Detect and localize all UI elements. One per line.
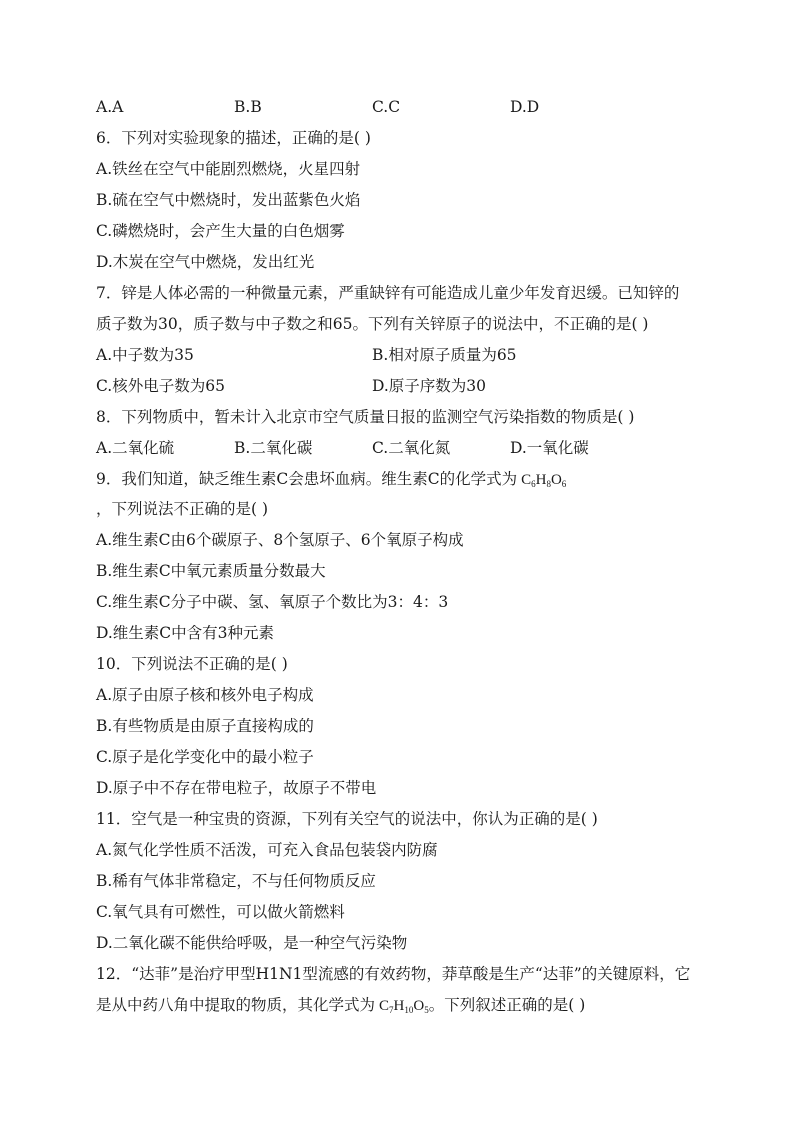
q9-option-d: D.维生素C中含有3种元素 (96, 624, 275, 642)
q8-option-c: C.二氧化氮 (372, 439, 451, 457)
q10-option-c: C.原子是化学变化中的最小粒子 (96, 748, 314, 766)
q11-option-a: A.氮气化学性质不活泼，可充入食品包装袋内防腐 (96, 841, 438, 859)
q12-stem-line1: 12．“达菲”是治疗甲型H1N1型流感的有效药物，莽草酸是生产“达菲”的关键原料，它 (96, 965, 691, 983)
q9-formula-h-sub: 8 (546, 479, 551, 489)
q9-stem-line2: ，下列说法不正确的是( ) (96, 500, 269, 518)
q5-option-c: C.C (372, 98, 401, 116)
q7-option-d: D.原子序数为30 (372, 377, 487, 395)
q9-option-b: B.维生素C中氧元素质量分数最大 (96, 562, 326, 580)
q7-option-c: C.核外电子数为65 (96, 377, 225, 395)
q9-stem-text: 9．我们知道，缺乏维生素C会患坏血病。维生素C的化学式为 (96, 470, 518, 488)
q5-option-a: A.A (96, 98, 124, 116)
q6-option-d: D.木炭在空气中燃烧，发出红光 (96, 253, 315, 271)
q12-chemical-formula (379, 998, 429, 1014)
q9-formula-c-sub: 6 (531, 479, 536, 489)
q5-option-d: D.D (510, 98, 540, 116)
q9-option-c: C.维生素C分子中碳、氢、氧原子个数比为3：4：3 (96, 593, 449, 611)
q12-formula-o: O (413, 998, 425, 1014)
q7-option-a: A.中子数为35 (96, 346, 194, 364)
q7-options-row1 (96, 342, 706, 373)
q10-option-a: A.原子由原子核和核外电子构成 (96, 686, 314, 704)
q8-options (96, 435, 706, 466)
q11-stem: 11．空气是一种宝贵的资源，下列有关空气的说法中，你认为正确的是( ) (96, 810, 598, 828)
q10-option-b: B.有些物质是由原子直接构成的 (96, 717, 314, 735)
exam-page (96, 94, 706, 1023)
q11-option-b: B.稀有气体非常稳定，不与任何物质反应 (96, 872, 376, 890)
q9-formula-c: C (521, 472, 532, 488)
q6-stem: 6．下列对实验现象的描述，正确的是( ) (96, 129, 371, 147)
q7-stem-line2: 质子数为30，质子数与中子数之和65。下列有关锌原子的说法中，不正确的是( ) (96, 315, 649, 333)
q9-formula-h: H (535, 472, 547, 488)
q9-formula-o: O (550, 472, 562, 488)
q12-stem-text-a: 是从中药八角中提取的物质，其化学式为 (96, 996, 376, 1014)
q12-stem-line2 (96, 992, 706, 1023)
q10-option-d: D.原子中不存在带电粒子，故原子不带电 (96, 779, 377, 797)
q6-option-c: C.磷燃烧时，会产生大量的白色烟雾 (96, 222, 345, 240)
q8-stem: 8．下列物质中，暂未计入北京市空气质量日报的监测空气污染指数的物质是( ) (96, 408, 635, 426)
q7-options-row2 (96, 373, 706, 404)
q10-stem: 10．下列说法不正确的是( ) (96, 655, 288, 673)
q7-stem-line1: 7．锌是人体必需的一种微量元素，严重缺锌有可能造成儿童少年发育迟缓。已知锌的 (96, 284, 680, 302)
q12-formula-o-sub: 5 (424, 1005, 429, 1015)
q8-option-d: D.一氧化碳 (510, 439, 589, 457)
q9-formula-o-sub: 6 (561, 479, 567, 489)
q6-option-b: B.硫在空气中燃烧时，发出蓝紫色火焰 (96, 191, 361, 209)
q5-options (96, 94, 706, 125)
q9-stem-line1 (96, 470, 706, 494)
q8-option-a: A.二氧化硫 (96, 439, 175, 457)
q5-option-b: B.B (234, 98, 262, 116)
q7-option-b: B.相对原子质量为65 (372, 346, 517, 364)
q11-option-d: D.二氧化碳不能供给呼吸，是一种空气污染物 (96, 934, 408, 952)
q12-formula-h-sub: 10 (404, 1005, 414, 1015)
q8-option-b: B.二氧化碳 (234, 439, 313, 457)
q12-formula-c: C (379, 998, 390, 1014)
q9-chemical-formula (521, 472, 566, 488)
q9-option-a: A.维生素C由6个碳原子、8个氢原子、6个氧原子构成 (96, 531, 464, 549)
q6-option-a: A.铁丝在空气中能剧烈燃烧，火星四射 (96, 160, 361, 178)
q11-option-c: C.氧气具有可燃性，可以做火箭燃料 (96, 903, 345, 921)
q12-formula-c-sub: 7 (389, 1005, 394, 1015)
q12-stem-text-b: 。下列叙述正确的是( ) (428, 996, 586, 1014)
q12-formula-h: H (393, 998, 405, 1014)
